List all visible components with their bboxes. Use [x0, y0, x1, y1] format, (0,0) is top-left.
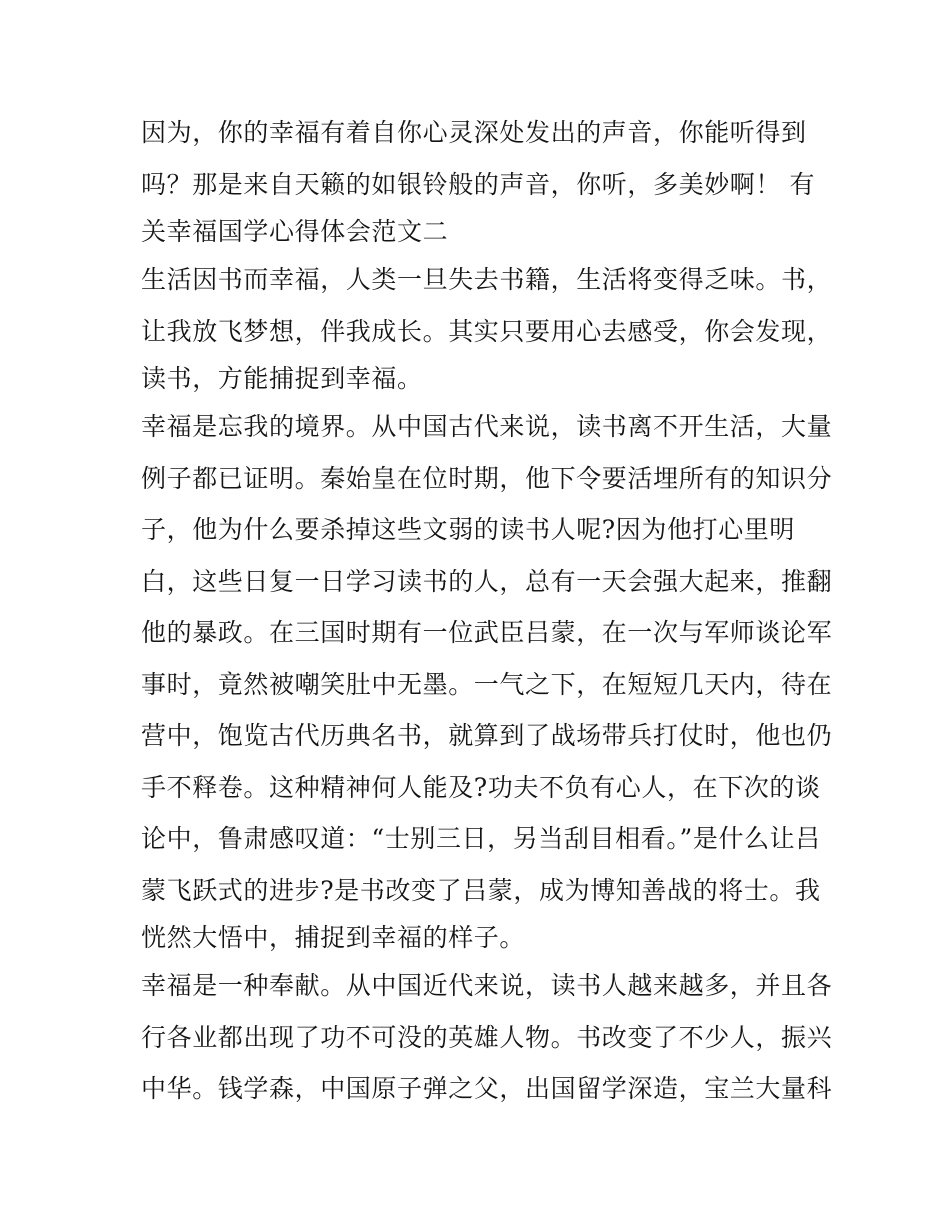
text-line: 中华。钱学森，中国原子弹之父，出国留学深造，宝兰大量科 [141, 1074, 833, 1103]
text-line: 他的暴政。在三国时期有一位武臣吕蒙，在一次与军师谈论军 [141, 618, 833, 647]
text-line: 例子都已证明。秦始皇在位时期，他下令要活埋所有的知识分 [141, 463, 833, 493]
text-line: 生活因书而幸福，人类一旦失去书籍，生活将变得乏味。书， [141, 265, 833, 294]
text-line: 幸福是一种奉献。从中国近代来说，读书人越来越多，并且各 [141, 971, 833, 1000]
text-line: 事时，竟然被嘲笑肚中无墨。一气之下，在短短几天内，待在 [141, 669, 833, 699]
text-line: 手不释卷。这种精神何人能及?功夫不负有心人，在下次的谈 [141, 772, 821, 802]
section-heading: 关幸福国学心得体会范文二 [141, 217, 449, 246]
text-line: 恍然大悟中，捕捉到幸福的样子。 [141, 923, 526, 952]
text-line: 白，这些日复一日学习读书的人，总有一天会强大起来，推翻 [141, 566, 833, 596]
text-line: 读书，方能捕捉到幸福。 [141, 364, 423, 393]
text-line: 让我放飞梦想，伴我成长。其实只要用心去感受，你会发现， [141, 316, 833, 346]
text-line: 论中，鲁肃感叹道：“士别三日，另当刮目相看。”是什么让吕 [141, 824, 821, 853]
document-body [141, 107, 833, 1115]
text-line: 幸福是忘我的境界。从中国古代来说，读书离不开生活，大量 [141, 412, 833, 441]
text-line: 蒙飞跃式的进步?是书改变了吕蒙，成为博知善战的将士。我 [141, 875, 821, 905]
text-line: 吗？那是来自天籁的如银铃般的声音，你听，多美妙啊！ 有 [141, 169, 816, 199]
text-line: 子，他为什么要杀掉这些文弱的读书人呢?因为他打心里明 [141, 515, 796, 544]
text-line: 因为，你的幸福有着自你心灵深处发出的声音，你能听得到 [141, 118, 807, 147]
text-line: 行各业都出现了功不可没的英雄人物。书改变了不少人，振兴 [141, 1022, 833, 1052]
text-line: 营中，饱览古代历典名书，就算到了战场带兵打仗时，他也仍 [141, 721, 833, 750]
